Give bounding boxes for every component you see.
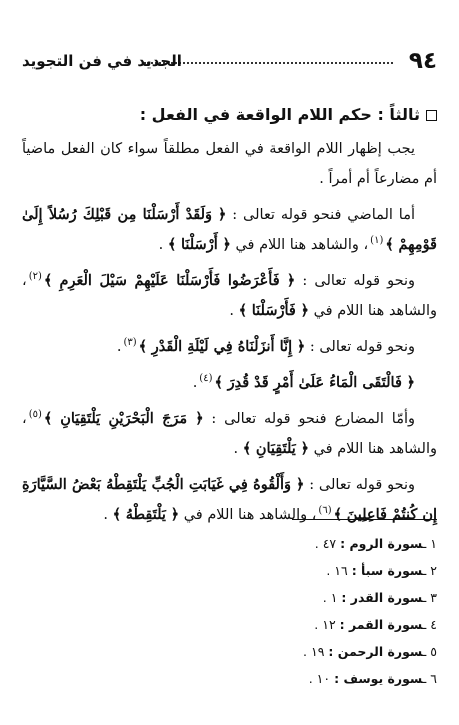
footnote-verse: ١٠ . <box>308 671 331 686</box>
footnote-ref: (٥) <box>28 409 42 420</box>
footnote-item <box>22 611 437 638</box>
verse-bracket-open: ﴿ <box>217 206 227 223</box>
footnote-ref: (٤) <box>199 373 213 384</box>
section-heading <box>22 100 437 130</box>
verse-bracket-close: ﴾ <box>138 338 148 355</box>
footnotes <box>22 530 437 692</box>
footnote-source: سورة القدر : <box>341 590 423 605</box>
verse-bracket-close: ﴾ <box>385 236 394 253</box>
verse-bracket-open: ﴿ <box>195 410 204 427</box>
quran-word: يَلْتَقِطْهُ <box>125 506 166 523</box>
quran-verse: فَأَعْرَضُوا فَأَرْسَلْنَا عَلَيْهِمْ سَيْلَ الْعَرِمِ <box>59 272 280 289</box>
paragraph-text: ، والشاهد هنا اللام في <box>22 411 437 457</box>
verse-bracket-open: ﴿ <box>300 302 309 319</box>
paragraph-text: ونحو قوله تعالى : <box>309 339 415 355</box>
footnote-verse: ١٩ . <box>303 644 325 659</box>
verse-bracket-open: ﴿ <box>170 506 180 523</box>
verse-bracket-open: ﴿ <box>222 236 231 253</box>
period: . <box>229 303 235 319</box>
quran-verse: فَالْتَقَى الْمَاءُ عَلَىٰ أَمْرٍ قَدْ قُدِرَ <box>227 374 402 391</box>
period: . <box>158 237 164 253</box>
quran-verse: وَلَقَدْ أَرْسَلْنَا مِن قَبْلِكَ رُسُلاً إِلَىٰ قَوْمِهِمْ <box>22 206 437 253</box>
verse-bracket-open: ﴿ <box>286 272 296 289</box>
verse-bracket-open: ﴿ <box>300 440 309 457</box>
verse-bracket-close: ﴾ <box>242 440 252 457</box>
verse-bracket-close: ﴾ <box>43 272 53 289</box>
footnote-source: سورة الروم : <box>340 536 423 551</box>
page-body <box>22 100 437 536</box>
footnote-item <box>22 665 437 692</box>
verse-bracket-close: ﴾ <box>167 236 177 253</box>
footnote-ref: (٢) <box>28 271 42 282</box>
paragraph-present-example-1 <box>22 404 437 464</box>
period: . <box>103 507 109 523</box>
footnote-number: ٥ ـ <box>422 644 437 659</box>
paragraph-text: ، والشاهد هنا اللام في <box>22 273 437 319</box>
paragraph-text: أما الماضي فنحو قوله تعالى : <box>232 207 416 223</box>
period: . <box>192 375 198 391</box>
quran-word: يَلْتَقِيَانِ <box>255 440 296 457</box>
paragraph-text: يجب إظهار اللام الواقعة في الفعل مطلقاً سواء كان الفعل ماضياً أم مضارعاً أم أمراً . <box>22 141 437 187</box>
quran-verse: مَرَجَ الْبَحْرَيْنِ يَلْتَقِيَانِ <box>60 410 188 427</box>
quran-verse: إِنَّا أَنزَلْنَاهُ فِي لَيْلَةِ الْقَدْرِ <box>151 338 293 355</box>
footnote-divider <box>292 519 437 520</box>
footnote-item <box>22 638 437 665</box>
paragraph-present-example-2 <box>22 470 437 530</box>
footnote-item <box>22 584 437 611</box>
footnote-item <box>22 530 437 557</box>
verse-bracket-open: ﴿ <box>295 476 305 493</box>
page-number: ٩٤ <box>408 48 437 74</box>
paragraph-text: ونحو قوله تعالى : <box>302 273 416 289</box>
footnote-number: ١ ـ <box>422 536 437 551</box>
quran-verse: وَأَلْقُوهُ فِي غَيَابَتِ الْجُبِّ يَلْتَقِطْهُ بَعْضُ السَّيَّارَةِ إِن كُنتُمْ فَاعِلِينَ <box>22 476 437 523</box>
footnote-verse: ٤٧ . <box>314 536 337 551</box>
footnote-verse: ١٦ . <box>326 563 348 578</box>
period: . <box>116 339 122 355</box>
verse-bracket-close: ﴾ <box>214 374 223 391</box>
running-title: الجديد في فن التجويد <box>22 52 182 70</box>
quran-word: فَأَرْسَلْنَا <box>251 302 296 319</box>
paragraph-intro <box>22 134 437 194</box>
footnote-number: ٢ ـ <box>422 563 437 578</box>
paragraph-past-example-1 <box>22 200 437 260</box>
paragraph-past-example-2 <box>22 266 437 326</box>
verse-bracket-open: ﴿ <box>406 374 415 391</box>
paragraph-text: ، والشاهد هنا اللام في <box>235 237 369 253</box>
footnote-ref: (٣) <box>123 337 137 348</box>
footnote-item <box>22 557 437 584</box>
paragraph-text: وأمّا المضارع فنحو قوله تعالى : <box>211 411 416 427</box>
quran-word: أَرْسَلْنَا <box>180 236 218 253</box>
footnote-source: سورة الرحمن : <box>328 644 423 659</box>
footnote-source: سورة يوسف : <box>334 671 423 686</box>
footnote-source: سورة سبأ : <box>351 563 423 578</box>
paragraph-text: ، والشاهد هنا اللام في <box>183 507 317 523</box>
verse-bracket-close: ﴾ <box>112 506 122 523</box>
verse-bracket-open: ﴿ <box>296 338 306 355</box>
verse-bracket-close: ﴾ <box>238 302 248 319</box>
footnote-number: ٤ ـ <box>422 617 437 632</box>
footnote-verse: ١ . <box>322 590 338 605</box>
square-bullet-icon <box>426 110 437 121</box>
footnote-ref: (١) <box>370 235 384 246</box>
footnote-source: سورة القمر : <box>339 617 423 632</box>
section-heading-text: ثالثاً : حكم اللام الواقعة في الفعل : <box>139 105 420 124</box>
footnote-number: ٦ ـ <box>422 671 437 686</box>
verse-bracket-close: ﴾ <box>333 506 343 523</box>
footnote-verse: ١٢ . <box>314 617 336 632</box>
paragraph-past-example-4 <box>22 368 437 398</box>
paragraph-past-example-3 <box>22 332 437 362</box>
footnote-ref: (٦) <box>318 505 332 516</box>
verse-bracket-close: ﴾ <box>43 410 53 427</box>
footnote-number: ٣ ـ <box>422 590 437 605</box>
paragraph-text: ونحو قوله تعالى : <box>309 477 416 493</box>
page-header <box>22 48 437 82</box>
period: . <box>233 441 239 457</box>
